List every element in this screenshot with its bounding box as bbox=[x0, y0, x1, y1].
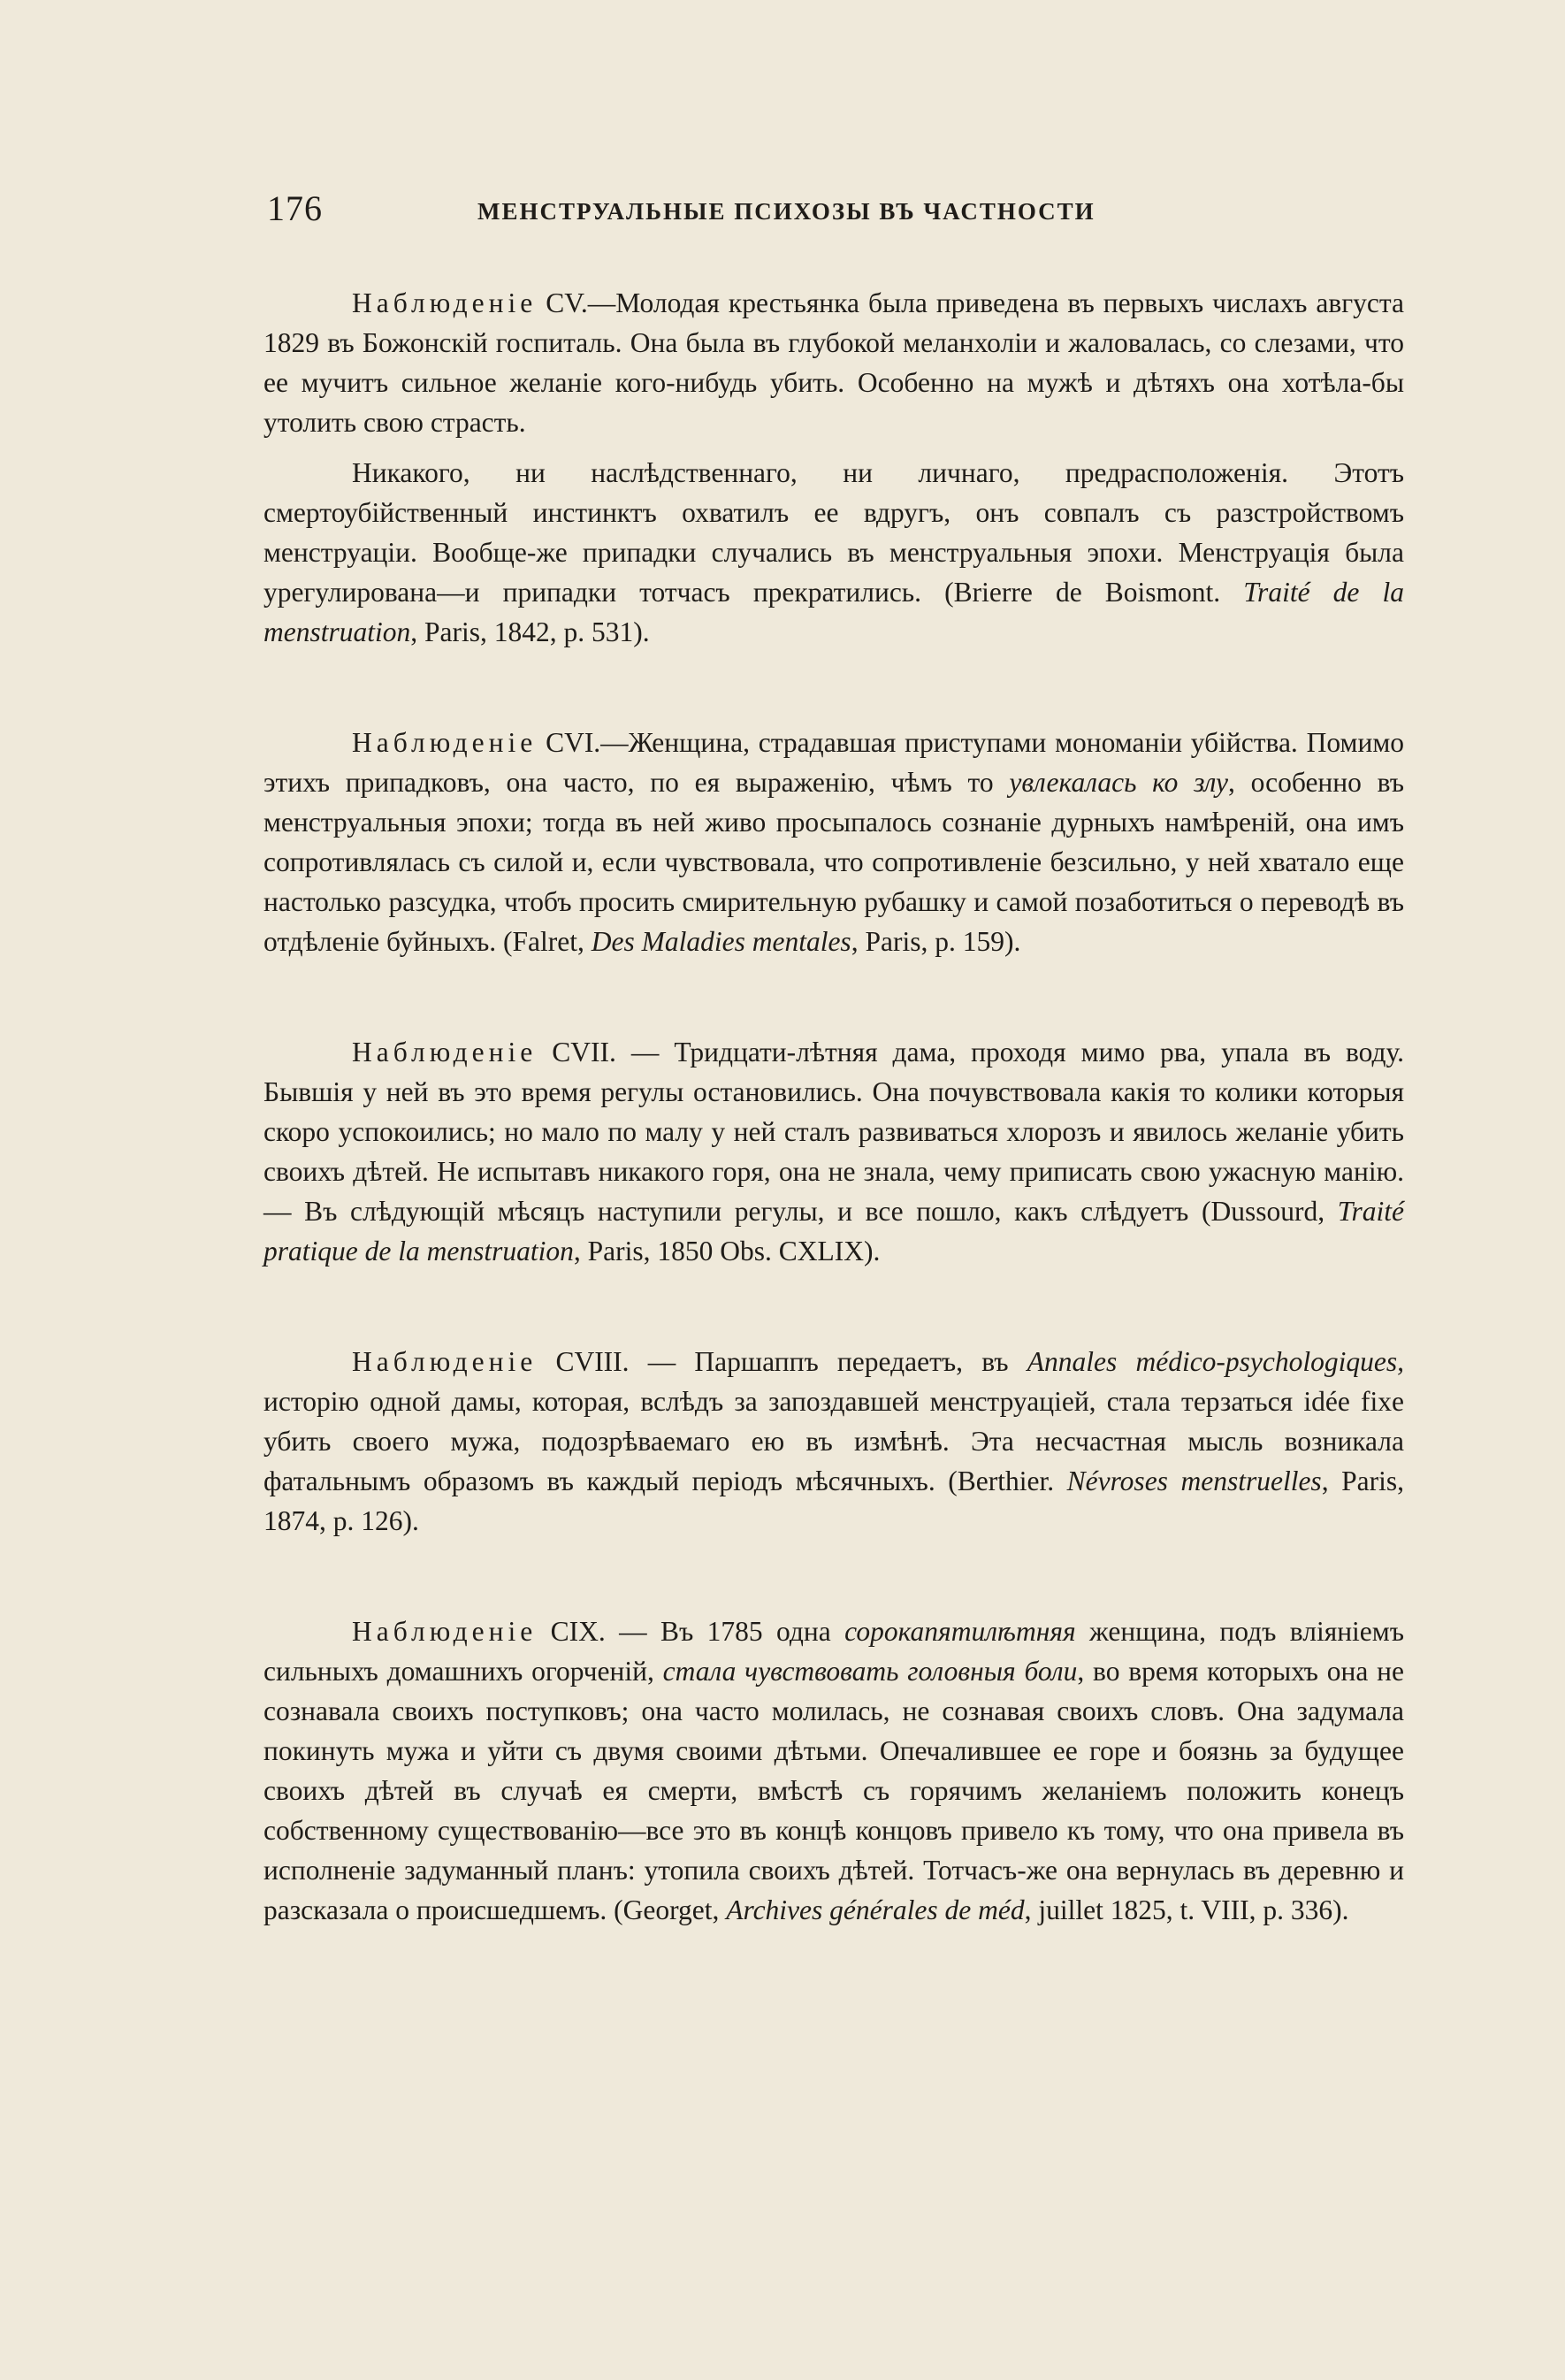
observation-cvii bbox=[263, 1032, 1404, 1271]
paragraph-text: CVII. — Тридцати-лѣтняя дама, проходя мимо рва, упала въ воду. Бывшія у ней въ это время регулы остановились. Она почувствовала какія то колики которыя скоро успокоились; но мало по малу у ней сталъ развиваться хлорозъ и явилось желаніе убить своихъ дѣтей. Не испытавъ никакого горя, она не знала, чему приписать свою ужасную манію.— Въ слѣдующій мѣсяцъ наступили регулы, и все пошло, какъ слѣдуетъ (Dussourd, bbox=[263, 1037, 1405, 1227]
observation-label: Наблюденіе bbox=[352, 1616, 538, 1647]
page-header bbox=[267, 187, 1187, 241]
observation-label: Наблюденіе bbox=[352, 287, 538, 318]
paragraph bbox=[263, 1342, 1404, 1541]
paragraph bbox=[263, 453, 1404, 652]
observation-label: Наблюденіе bbox=[352, 1346, 538, 1377]
paragraph-text: , Paris, 1850 Obs. CXLIX). bbox=[573, 1236, 881, 1267]
paragraph-text: , juillet 1825, t. VIII, p. 336). bbox=[1024, 1894, 1349, 1925]
emphasis-text: сорокапятилѣтняя bbox=[844, 1616, 1076, 1647]
paragraph-text: , Paris, p. 159). bbox=[851, 926, 1021, 957]
paragraph-text: , Paris, 1874, p. 126). bbox=[263, 1465, 1404, 1536]
emphasis-text: увлекалась ко злу bbox=[1009, 767, 1228, 798]
observation-cvi bbox=[263, 723, 1404, 961]
observation-cix bbox=[263, 1611, 1404, 1930]
paragraph bbox=[263, 283, 1404, 442]
paragraph-text: CIX. — Въ 1785 одна bbox=[550, 1616, 845, 1647]
citation-title: Traité pratique de la menstruation bbox=[263, 1196, 1404, 1267]
page-number: 176 bbox=[267, 188, 323, 228]
paragraph bbox=[263, 723, 1404, 961]
citation-title: Annales médico-psychologiques, bbox=[1027, 1346, 1405, 1377]
observation-cviii bbox=[263, 1342, 1404, 1541]
paragraph-text: CVIII. — Паршаппъ передаетъ, въ bbox=[555, 1346, 1027, 1377]
observation-label: Наблюденіе bbox=[352, 1037, 538, 1068]
paragraph-text: исторію одной дамы, которая, вслѣдъ за запоздавшей менструаціей, стала терзаться idée fixe убить своего мужа, подозрѣваемаго ею въ измѣнѣ. Эта несчастная мысль возникала фатальнымъ образомъ въ каждый періодъ мѣсячныхъ. (Berthier. bbox=[263, 1386, 1404, 1496]
citation-title: Traité de la menstruation bbox=[263, 577, 1404, 647]
body-text bbox=[263, 283, 1404, 1930]
paragraph-text: , особенно въ менструальныя эпохи; тогда въ ней живо просыпалось сознаніе дурныхъ намѣреній, она имъ сопротивлялась съ силой и, если чувствовала, что сопротивленіе безсильно, у ней хватало еще настолько разсудка, чтобъ просить смирительную рубашку и самой позаботиться о переводѣ въ отдѣленіе буйныхъ. (Falret, bbox=[263, 767, 1404, 957]
paragraph bbox=[263, 1032, 1404, 1271]
paragraph-text: , во время которыхъ она не сознавала своихъ поступковъ; она часто молилась, не сознавая своихъ словъ. Она задумала покинуть мужа и уйти съ двумя своими дѣтьми. Опечалившее ее горе и боязнь за будущее своихъ дѣтей въ случаѣ ея смерти, вмѣстѣ съ горячимъ желаніемъ положить конецъ собственному существованію—все это въ концѣ концовъ привело къ тому, что она привела въ исполненіе задуманный планъ: утопила своихъ дѣтей. Тотчасъ-же она вернулась въ деревню и разсказала о происшедшемъ. (Georget, bbox=[263, 1656, 1404, 1925]
paragraph-text: CV.—Молодая крестьянка была приведена въ первыхъ числахъ августа 1829 въ Божонскій госпиталь. Она была въ глубокой меланхоліи и жаловалась, со слезами, что ее мучитъ сильное желаніе кого-нибудь убить. Особенно на мужѣ и дѣтяхъ она хотѣла-бы утолить свою страсть. bbox=[263, 287, 1405, 438]
emphasis-text: стала чувствовать головныя боли bbox=[662, 1656, 1078, 1687]
citation-title: Des Maladies mentales bbox=[591, 926, 851, 957]
paragraph bbox=[263, 1611, 1404, 1930]
running-title: МЕНСТРУАЛЬНЫЕ ПСИХОЗЫ ВЪ ЧАСТНОСТИ bbox=[477, 198, 1096, 225]
observation-cv bbox=[263, 283, 1404, 652]
paragraph-text: женщина, подъ вліяніемъ сильныхъ домашнихъ огорченій, bbox=[263, 1616, 1405, 1687]
paragraph-text: , Paris, 1842, p. 531). bbox=[410, 616, 650, 647]
citation-title: Archives générales de méd bbox=[726, 1894, 1025, 1925]
paragraph-text: CVI.—Женщина, страдавшая приступами мономаніи убійства. Помимо этихъ припадковъ, она часто, по ея выраженію, чѣмъ то bbox=[263, 727, 1404, 798]
paragraph-text: Никакого, ни наслѣдственнаго, ни личнаго, предрасположенія. Этотъ смертоубійственный инстинктъ охватилъ ее вдругъ, онъ совпалъ съ разстройствомъ менструаціи. Вообще-же припадки случались въ менструальныя эпохи. Менструація была урегулирована—и припадки тотчасъ прекратились. (Brierre de Boismont. bbox=[263, 457, 1404, 608]
observation-label: Наблюденіе bbox=[352, 727, 538, 758]
citation-title: Névroses menstruelles bbox=[1066, 1465, 1322, 1496]
